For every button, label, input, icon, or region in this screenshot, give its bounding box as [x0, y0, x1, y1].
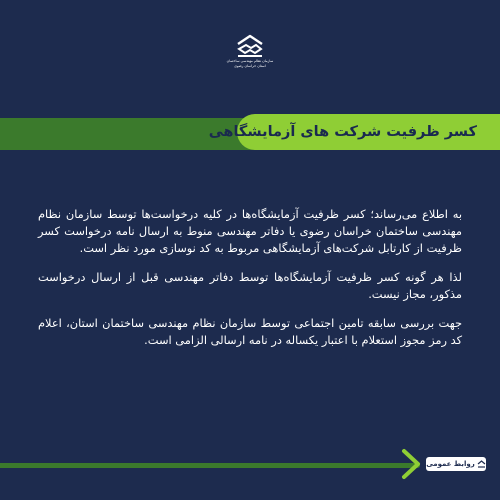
logo-mark-icon — [477, 460, 486, 468]
page-title: کسر ظرفیت شرکت های آزمایشگاهی — [208, 124, 477, 140]
footer-divider — [0, 463, 420, 468]
announcement-body — [38, 206, 462, 361]
logo-caption-line1: سازمان نظام مهندسی ساختمان — [226, 59, 274, 63]
logo-caption-line2: استان خراسان رضوی — [234, 64, 266, 68]
public-relations-badge — [426, 457, 486, 471]
paragraph-2: لذا هر گونه کسر ظرفیت آزمایشگاه‌ها توسط دفاتر مهندسی قبل از ارسال درخواست مذکور، مجاز نیست. — [38, 270, 462, 301]
handshake-house-icon — [235, 34, 265, 58]
paragraph-3: جهت بررسی سابقه تامین اجتماعی توسط سازمان نظام مهندسی ساختمان استان، اعلام کد رمز مجوز استعلام با اعتبار یکساله در نامه ارسالی الزامی است. — [38, 316, 462, 347]
chevron-right-icon — [400, 448, 425, 480]
organization-logo — [226, 34, 274, 82]
title-banner — [208, 114, 500, 150]
badge-label: روابط عمومی — [426, 460, 475, 468]
paragraph-1: به اطلاع می‌رساند؛ کسر ظرفیت آزمایشگاه‌ها در کلیه درخواست‌ها توسط سازمان نظام مهندسی ساختمان خراسان رضوی یا دفاتر مهندسی منوط به ارسال نامه درخواست کسر ظرفیت از کارتابل شرکت‌های آزمایشگاهی مربوط به کد نوسازی مورد نظر است. — [38, 207, 462, 255]
